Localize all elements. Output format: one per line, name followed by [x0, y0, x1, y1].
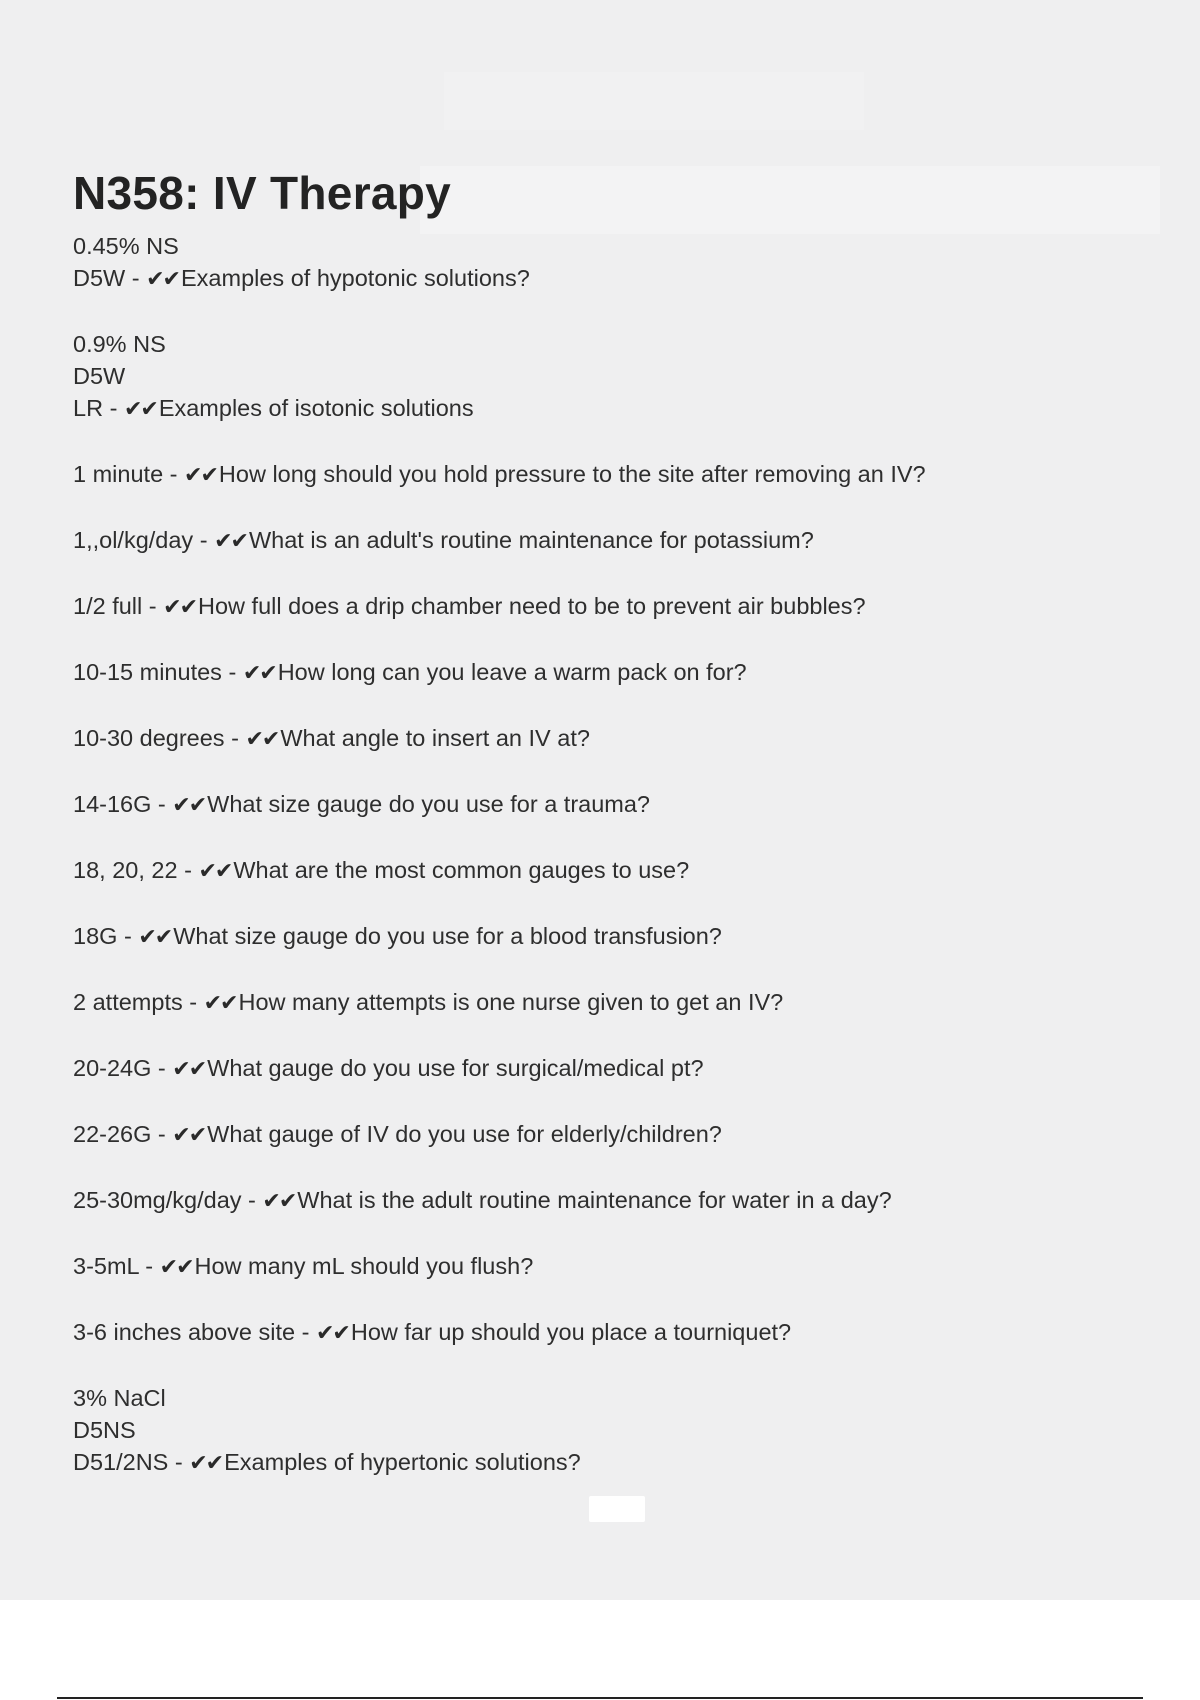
flashcard-term: 1 minute: [73, 461, 164, 487]
separator: -: [241, 1187, 263, 1213]
flashcard-term: D5W: [73, 265, 126, 291]
title-background-band: [420, 166, 1160, 234]
double-check-icon: ✔✔: [245, 727, 279, 752]
flashcard-answer-line: [73, 1250, 1133, 1284]
flashcard-question: What is an adult's routine maintenance for potassium?: [248, 527, 814, 553]
flashcard-question: How long should you hold pressure to the site after removing an IV?: [218, 461, 926, 487]
double-check-icon: ✔✔: [189, 1451, 223, 1476]
flashcard-term: D5W: [73, 363, 126, 389]
flashcard-answer-line: [73, 1316, 1133, 1350]
flashcard-question: What gauge do you use for surgical/medical pt?: [207, 1055, 704, 1081]
flashcard-answer-line: [73, 1118, 1133, 1152]
separator: -: [224, 725, 246, 751]
flashcard-answer-line: [73, 1184, 1133, 1218]
flashcard-term-line: [73, 230, 1133, 262]
flashcard-term-line: [73, 328, 1133, 360]
flashcard-question: Examples of hypertonic solutions?: [224, 1449, 581, 1475]
flashcard: [73, 590, 1133, 624]
flashcard: [73, 1184, 1133, 1218]
flashcard-answer-line: [73, 392, 1133, 426]
flashcard-question: How full does a drip chamber need to be to prevent air bubbles?: [198, 593, 866, 619]
separator: -: [177, 857, 199, 883]
flashcard-term: 20-24G: [73, 1055, 152, 1081]
separator: -: [151, 791, 173, 817]
flashcard: [73, 986, 1133, 1020]
double-check-icon: ✔✔: [146, 267, 179, 292]
flashcard: [73, 328, 1133, 426]
separator: -: [117, 923, 139, 949]
flashcard-question: What gauge of IV do you use for elderly/children?: [207, 1121, 722, 1147]
flashcard-answer-line: [73, 1052, 1133, 1086]
separator: -: [125, 265, 147, 291]
flashcard-term: 2 attempts: [73, 989, 183, 1015]
flashcard-term: 0.45% NS: [73, 233, 179, 259]
flashcard-answer-line: [73, 524, 1133, 558]
double-check-icon: ✔✔: [172, 793, 206, 818]
double-check-icon: ✔✔: [242, 661, 276, 686]
flashcard-term: D5NS: [73, 1417, 136, 1443]
flashcard-term-line: [73, 1414, 1133, 1446]
flashcard-answer-line: [73, 656, 1133, 690]
flashcard-answer-line: [73, 722, 1133, 756]
flashcard: [73, 230, 1133, 296]
flashcard-question: What size gauge do you use for a blood transfusion?: [173, 923, 722, 949]
flashcard-question: How many mL should you flush?: [194, 1253, 534, 1279]
flashcard-question: What size gauge do you use for a trauma?: [207, 791, 650, 817]
flashcard: [73, 1316, 1133, 1350]
page-number-marker: [589, 1496, 645, 1522]
separator: -: [138, 1253, 160, 1279]
flashcard-list: [73, 230, 1133, 1512]
flashcard-term: 1/2 full: [73, 593, 143, 619]
flashcard: [73, 656, 1133, 690]
separator: -: [295, 1319, 316, 1345]
flashcard: [73, 920, 1133, 954]
double-check-icon: ✔✔: [184, 463, 217, 488]
separator: -: [142, 593, 164, 619]
double-check-icon: ✔✔: [203, 991, 237, 1016]
flashcard: [73, 1382, 1133, 1480]
flashcard-answer-line: [73, 854, 1133, 888]
flashcard-term: D51/2NS: [73, 1449, 169, 1475]
flashcard-term: 3-5mL: [73, 1253, 139, 1279]
flashcard-term: 25-30mg/kg/day: [73, 1187, 242, 1213]
flashcard-question: How far up should you place a tourniquet?: [350, 1319, 792, 1345]
flashcard-question: Examples of hypotonic solutions?: [181, 265, 530, 291]
flashcard-term: 18G: [73, 923, 118, 949]
double-check-icon: ✔✔: [163, 595, 197, 620]
flashcard-question: How long can you leave a warm pack on for?: [277, 659, 747, 685]
flashcard-answer-line: [73, 986, 1133, 1020]
double-check-icon: ✔✔: [315, 1321, 349, 1346]
flashcard-answer-line: [73, 458, 1133, 492]
flashcard-answer-line: [73, 920, 1133, 954]
double-check-icon: ✔✔: [123, 397, 157, 422]
flashcard-question: What is the adult routine maintenance for water in a day?: [297, 1187, 892, 1213]
separator: -: [221, 659, 243, 685]
flashcard-question: What are the most common gauges to use?: [233, 857, 690, 883]
flashcard-question: How many attempts is one nurse given to get an IV?: [238, 989, 784, 1015]
flashcard-term: 0.9% NS: [73, 331, 166, 357]
flashcard-answer-line: [73, 1446, 1133, 1480]
separator: -: [182, 989, 204, 1015]
double-check-icon: ✔✔: [172, 1057, 206, 1082]
flashcard: [73, 524, 1133, 558]
flashcard-term: 22-26G: [73, 1121, 152, 1147]
flashcard-term: 3% NaCl: [73, 1385, 166, 1411]
flashcard-answer-line: [73, 590, 1133, 624]
flashcard: [73, 788, 1133, 822]
flashcard-question: What angle to insert an IV at?: [280, 725, 590, 751]
flashcard-term: 3-6 inches above site: [73, 1319, 296, 1345]
flashcard-term: 10-15 minutes: [73, 659, 222, 685]
flashcard: [73, 722, 1133, 756]
flashcard: [73, 1250, 1133, 1284]
footer-divider: [57, 1697, 1143, 1699]
flashcard: [73, 458, 1133, 492]
double-check-icon: ✔✔: [172, 1123, 206, 1148]
separator: -: [151, 1121, 173, 1147]
flashcard-term: 1,,ol/kg/day: [73, 527, 194, 553]
flashcard: [73, 854, 1133, 888]
page-title: N358: IV Therapy: [73, 167, 452, 219]
flashcard-question: Examples of isotonic solutions: [158, 395, 474, 421]
flashcard-term-line: [73, 1382, 1133, 1414]
flashcard-term: 18, 20, 22: [73, 857, 178, 883]
flashcard-term-line: [73, 360, 1133, 392]
separator: -: [103, 395, 124, 421]
separator: -: [151, 1055, 173, 1081]
double-check-icon: ✔✔: [198, 859, 232, 884]
blank-header-area: [444, 72, 864, 130]
double-check-icon: ✔✔: [159, 1255, 193, 1280]
double-check-icon: ✔✔: [262, 1189, 296, 1214]
flashcard-term: 10-30 degrees: [73, 725, 225, 751]
separator: -: [193, 527, 215, 553]
flashcard-term: LR: [73, 395, 104, 421]
flashcard: [73, 1052, 1133, 1086]
separator: -: [168, 1449, 190, 1475]
flashcard: [73, 1118, 1133, 1152]
double-check-icon: ✔✔: [138, 925, 172, 950]
flashcard-answer-line: [73, 262, 1133, 296]
flashcard-term: 14-16G: [73, 791, 152, 817]
separator: -: [163, 461, 185, 487]
flashcard-answer-line: [73, 788, 1133, 822]
double-check-icon: ✔✔: [214, 529, 247, 554]
